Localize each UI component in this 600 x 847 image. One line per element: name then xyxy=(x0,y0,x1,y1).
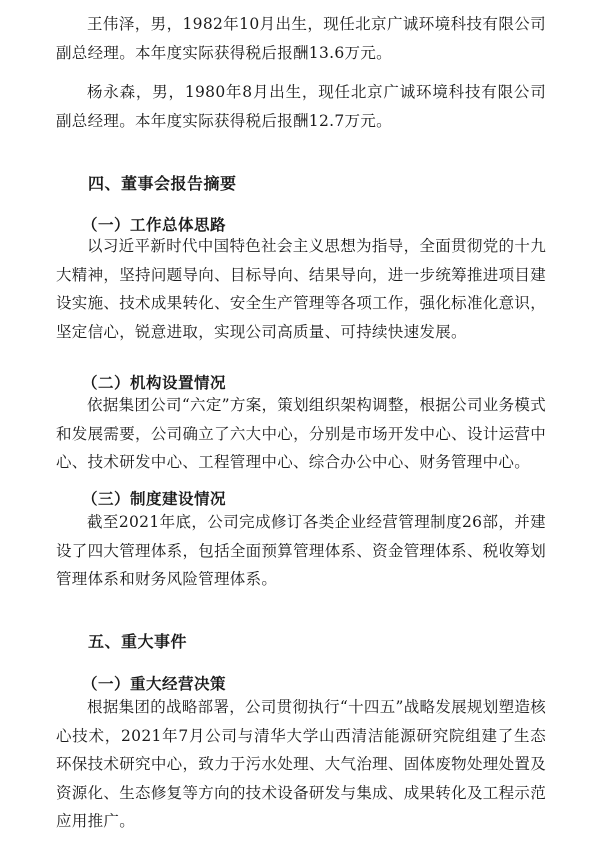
section-title-major-events: 五、重大事件 xyxy=(88,632,188,651)
subsection-title-work-approach: （一）工作总体思路 xyxy=(82,215,227,234)
subsection-title-institution-building: （三）制度建设情况 xyxy=(82,489,227,508)
section-title-board-report: 四、董事会报告摘要 xyxy=(88,174,237,193)
subsection-title-organization: （二）机构设置情况 xyxy=(82,373,227,392)
paragraph-organization: 依据集团公司“六定”方案，策划组织架构调整，根据公司业务模式和发展需要，公司确立了六大中心，分别是市场开发中心、设计运营中心、技术研发中心、工程管理中心、综合办公中心、财务管理中心。 xyxy=(56,396,546,471)
paragraph-institution-building: 截至2021年底，公司完成修订各类企业经营管理制度26部，并建设了四大管理体系，包括全面预算管理体系、资金管理体系、税收筹划管理体系和财务风险管理体系。 xyxy=(56,513,546,588)
executive-bio-yang: 杨永森，男，1980年8月出生，现任北京广诚环境科技有限公司副总经理。本年度实际获得税后报酬12.7万元。 xyxy=(56,83,546,130)
executive-bio-wang: 王伟泽，男，1982年10月出生，现任北京广诚环境科技有限公司副总经理。本年度实际获得税后报酬13.6万元。 xyxy=(56,15,546,62)
paragraph-business-decisions: 根据集团的战略部署，公司贯彻执行“十四五”战略发展规划塑造核心技术，2021年7月公司与清华大学山西清洁能源研究院组建了生态环保技术研究中心，致力于污水处理、大气治理、固体废物处理处置及资源化、生态修复等方向的技术设备研发与集成、成果转化及工程示范应用推广。 xyxy=(56,698,546,830)
subsection-title-business-decisions: （一）重大经营决策 xyxy=(82,674,227,693)
paragraph-work-approach: 以习近平新时代中国特色社会主义思想为指导，全面贯彻党的十九大精神，坚持问题导向、目标导向、结果导向，进一步统筹推进项目建设实施、技术成果转化、安全生产管理等各项工作，强化标准化意识，坚定信心，锐意进取，实现公司高质量、可持续快速发展。 xyxy=(56,237,546,341)
